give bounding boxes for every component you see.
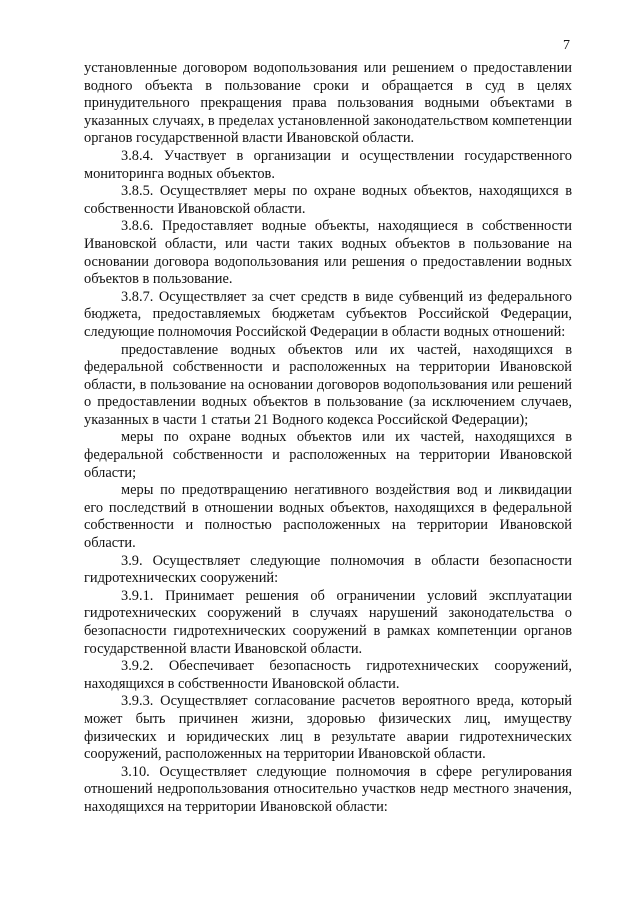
paragraph: меры по предотвращению негативного воздействия вод и ликвидации его последствий в отношении водных объектов, находящихся в федеральной собственности и полностью расположенных на территории Ивановской области.	[84, 482, 572, 552]
paragraph: 3.8.6. Предоставляет водные объекты, находящиеся в собственности Ивановской области, или части таких водных объектов в пользование на основании договора водопользования или решения о предоставлении водных объектов в пользование.	[84, 218, 572, 288]
paragraph: меры по охране водных объектов или их частей, находящихся в федеральной собственности и расположенных на территории Ивановской области;	[84, 429, 572, 481]
paragraph: 3.8.5. Осуществляет меры по охране водных объектов, находящихся в собственности Ивановской области.	[84, 183, 572, 217]
document-body	[84, 60, 572, 817]
paragraph: 3.8.4. Участвует в организации и осуществлении государственного мониторинга водных объектов.	[84, 147, 572, 182]
paragraph: 3.9.2. Обеспечивает безопасность гидротехнических сооружений, находящихся в собственности Ивановской области.	[84, 658, 572, 692]
paragraph: 3.10. Осуществляет следующие полномочия в сфере регулирования отношений недропользования относительно участков недр местного значения, находящихся на территории Ивановской области:	[84, 763, 572, 815]
paragraph: 3.9.3. Осуществляет согласование расчетов вероятного вреда, который может быть причинен жизни, здоровью физических лиц, имуществу физических и юридических лиц в результате аварии гидротехнических сооружений, расположенных на территории Ивановской области.	[84, 693, 572, 763]
paragraph: 3.9.1. Принимает решения об ограничении условий эксплуатации гидротехнических сооружений в случаях нарушений законодательства о безопасности гидротехнических сооружений в рамках компетенции органов государственной власти Ивановской области.	[84, 587, 572, 657]
page-number: 7	[563, 38, 570, 53]
paragraph: 3.9. Осуществляет следующие полномочия в области безопасности гидротехнических сооружений:	[84, 552, 572, 587]
paragraph: 3.8.7. Осуществляет за счет средств в виде субвенций из федерального бюджета, предоставляемых бюджетам субъектов Российской Федерации, следующие полномочия Российской Федерации в области водных отношений:	[84, 288, 572, 340]
paragraph: установленные договором водопользования или решением о предоставлении водного объекта в пользование сроки и обращается в суд в целях принудительного прекращения права пользования водными объектами в указанных случаях, в пределах установленной законодательством компетенции органов государственной власти Ивановской области.	[84, 60, 572, 147]
paragraph: предоставление водных объектов или их частей, находящихся в федеральной собственности и расположенных на территории Ивановской области, в пользование на основании договоров водопользования или решений о предоставлении водных объектов в пользование (за исключением случаев, указанных в части 1 статьи 21 Водного кодекса Российской Федерации);	[84, 341, 572, 428]
